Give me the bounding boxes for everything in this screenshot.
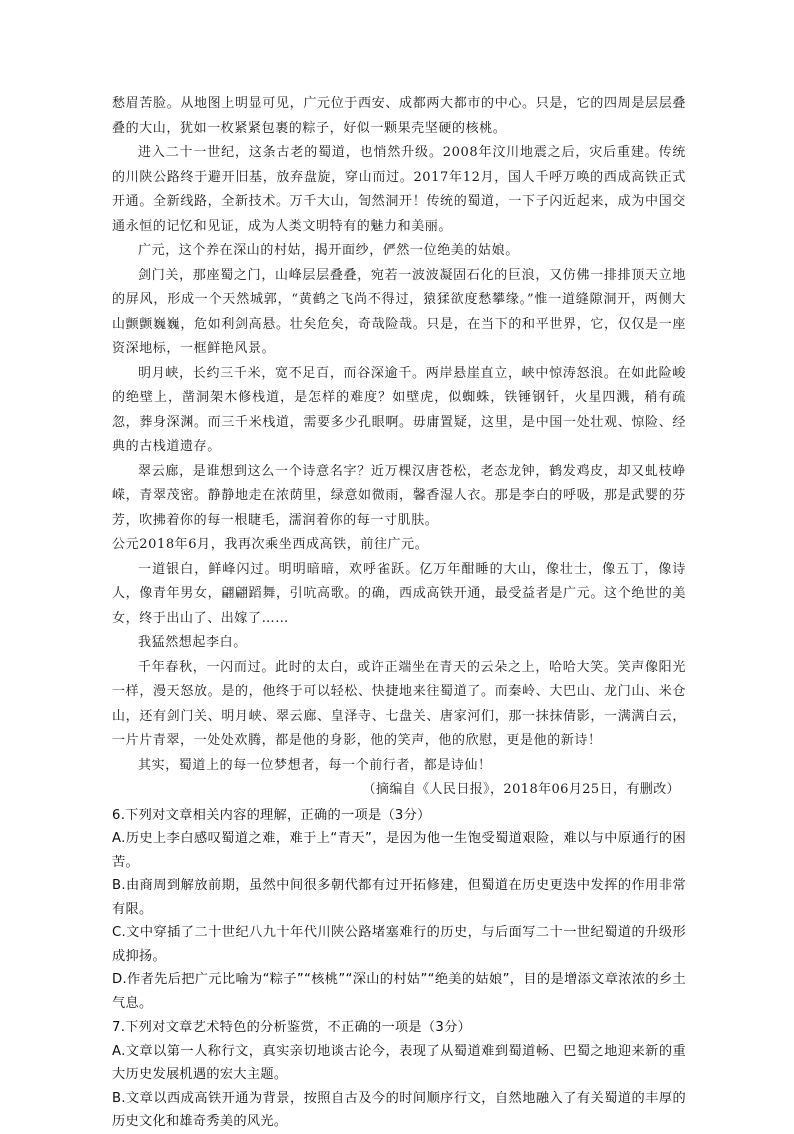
passage-paragraph: 愁眉苦脸。从地图上明显可见，广元位于西安、成都两大都市的中心。只是，它的四周是层层叠叠的大山，犹如一枚紧紧包裹的粽子，好似一颗果壳坚硬的核桃。	[112, 96, 686, 136]
option-a: A.文章以第一人称行文，真实亲切地谈古论今，表现了从蜀道难到蜀道畅、巴蜀之地迎来新的重大历史发展机遇的宏大主题。	[112, 1043, 686, 1082]
passage-paragraph: 公元2018年6月，我再次乘坐西成高铁，前往广元。	[112, 537, 429, 552]
option-b: B.由商周到解放前期，虽然中间很多朝代都有过开拓修建，但蜀道在历史更迭中发挥的作用非常有限。	[112, 878, 686, 917]
option-c: C.文中穿插了二十世纪八九十年代川陕公路堵塞难行的历史，与后面写二十一世纪蜀道的升级形成抑扬。	[112, 925, 686, 964]
passage-paragraph: 进入二十一世纪，这条古老的蜀道，也悄然升级。2008年汶川地震之后，灾后重建。传统的川陕公路终于避开旧基，放弃盘旋，穿山而过。2017年12月，国人千呼万唤的西成高铁正式开通。全新线路，全新技术。万千大山，訇然洞开！传统的蜀道，一下子闪近起来，成为中国交通永恒的记忆和见证，成为人类文明特有的魅力和美丽。	[112, 145, 686, 234]
option-a: A.历史上李白感叹蜀道之难，难于上“青天”，是因为他一生饱受蜀道艰险，难以与中原通行的困苦。	[112, 831, 686, 870]
passage-paragraph: 翠云廊，是谁想到这么一个诗意名字？近万棵汉唐苍松，老态龙钟，鹤发鸡皮，却又虬枝峥嵘，青翠茂密。静静地走在浓荫里，绿意如微雨，馨香湿人衣。那是李白的呼吸，那是武婴的芬芳，吹拂着你的每一根睫毛，濡润着你的每一寸肌肤。	[112, 463, 686, 528]
passage-paragraph: 明月峡，长约三千米，宽不足百，而谷深逾千。两岸悬崖直立，峡中惊涛怒浪。在如此险峻的绝壁上，凿洞架木修栈道，是怎样的难度？如壁虎，似蜘蛛，铁锤钢钎，火星四溅，稍有疏忽，葬身深渊。而三千米栈道，需要多少孔眼啊。毋庸置疑，这里，是中国一处壮观、惊险、经典的古栈道遗存。	[112, 365, 686, 454]
exam-page	[112, 92, 686, 1134]
passage-paragraph: 剑门关，那座蜀之门，山峰层层叠叠，宛若一波波凝固石化的巨浪，又仿佛一排排顶天立地的屏风，形成一个天然城郭，“黄鹤之飞尚不得过，猿猱欲度愁攀缘。”惟一道缝隙洞开，两侧大山颤颤巍巍，危如利剑高悬。壮矣危矣，奇哉险哉。只是，在当下的和平世界，它，仅仅是一座资深地标，一框鲜艳风景。	[112, 267, 686, 356]
passage-paragraph: 其实，蜀道上的每一位梦想者，每一个前行者，都是诗仙！	[138, 757, 492, 773]
passage-paragraph: 一道银白，鲜峰闪过。明明暗暗，欢呼雀跃。亿万年酣睡的大山，像壮士，像五丁，像诗人，像青年男女，翩翩蹈舞，引吭高歌。的确，西成高铁开通，最受益者是广元。这个绝世的美女，终于出山了、出嫁了……	[112, 561, 686, 626]
option-d: D.作者先后把广元比喻为“粽子”“核桃”“深山的村姑”“绝美的姑娘”，目的是增添文章浓浓的乡土气息。	[112, 972, 686, 1011]
passage-paragraph: 千年春秋，一闪而过。此时的太白，或许正端坐在青天的云朵之上，哈哈大笑。笑声像阳光一样，漫天怒放。是的，他终于可以轻松、快捷地来往蜀道了。而秦岭、大巴山、龙门山、米仓山，还有剑门关、明月峡、翠云廊、皇泽寺、七盘关、唐家河们，那一抹抹倩影，一满满白云，一片片青翠，一处处欢腾，都是他的身影，他的笑声，他的欣慰，更是他的新诗！	[112, 659, 686, 748]
question-6	[112, 804, 686, 1016]
option-b: B.文章以西成高铁开通为背景，按照自古及今的时间顺序行文，自然地融入了有关蜀道的丰厚的历史文化和雄奇秀美的风光。	[112, 1090, 686, 1129]
reading-passage	[112, 92, 686, 803]
question-title: 7.下列对文章艺术特色的分析鉴赏，不正确的一项是（3分）	[112, 1020, 472, 1035]
passage-paragraph: 我猛然想起李白。	[138, 635, 247, 650]
source-citation: （摘编自《人民日报》，2018年06月25日，有删改）	[362, 782, 680, 797]
question-title: 6.下列对文章相关内容的理解，正确的一项是（3分）	[112, 807, 431, 823]
passage-paragraph: 广元，这个养在深山的村姑，揭开面纱，俨然一位绝美的姑娘。	[138, 243, 519, 258]
question-7	[112, 1016, 686, 1134]
